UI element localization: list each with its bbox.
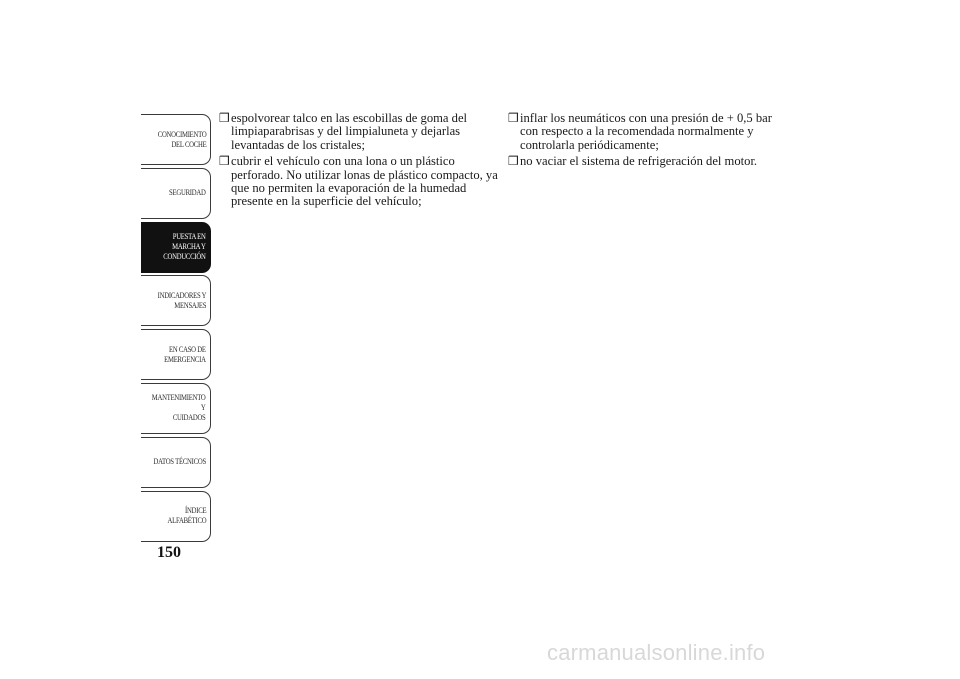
section-tabs [141,114,211,544]
list-item [508,155,788,168]
watermark: carmanualsonline.info [547,640,766,665]
tab-indice-alfabetico[interactable] [141,491,211,542]
list-item [219,112,499,152]
tab-datos-tecnicos[interactable] [141,437,211,488]
tab-label: INDICADORES Y MENSAJES [157,290,206,310]
list-item-text: cubrir el vehículo con una lona o un plástico perforado. No utilizar lonas de plástico compacto, ya que no permiten la evaporación de la humedad presente en la superficie del vehículo; [231,154,498,209]
list-item-text: espolvorear talco en las escobillas de goma del limpiaparabrisas y del limpialuneta y dejarlas levantadas de los cristales; [231,111,468,152]
tab-label: SEGURIDAD [169,188,206,198]
checkbox-bullet-icon: ❒ [508,154,519,169]
tab-puesta-en-marcha[interactable] [141,222,211,273]
left-column [219,112,499,212]
checkbox-bullet-icon: ❒ [508,111,519,125]
list-item-text: inflar los neumáticos con una presión de + 0,5 bar con respecto a la recomendada normalmente y controlarla periódicamente; [520,111,772,152]
list-item [219,155,499,209]
tab-label: DATOS TÉCNICOS [153,457,206,467]
tab-seguridad[interactable] [141,168,211,219]
checkbox-bullet-icon: ❒ [219,154,230,169]
tab-mantenimiento-y-cuidados[interactable] [141,383,211,434]
tab-label: ÍNDICE ALFABÉTICO [167,506,206,526]
tab-label: CONOCIMIENTO DEL COCHE [157,129,206,149]
list-item-text: no vaciar el sistema de refrigeración del motor. [520,154,758,169]
page-number: 150 [157,544,181,561]
tab-label: MANTENIMIENTO Y CUIDADOS [152,393,206,423]
tab-label: PUESTA EN MARCHA Y CONDUCCIÓN [163,232,206,262]
tab-label: EN CASO DE EMERGENCIA [164,344,206,364]
right-column [508,112,788,172]
tab-conocimiento-del-coche[interactable] [141,114,211,165]
tab-en-caso-de-emergencia[interactable] [141,329,211,380]
tab-indicadores-y-mensajes[interactable] [141,275,211,326]
checkbox-bullet-icon: ❒ [219,111,230,125]
list-item [508,112,788,152]
